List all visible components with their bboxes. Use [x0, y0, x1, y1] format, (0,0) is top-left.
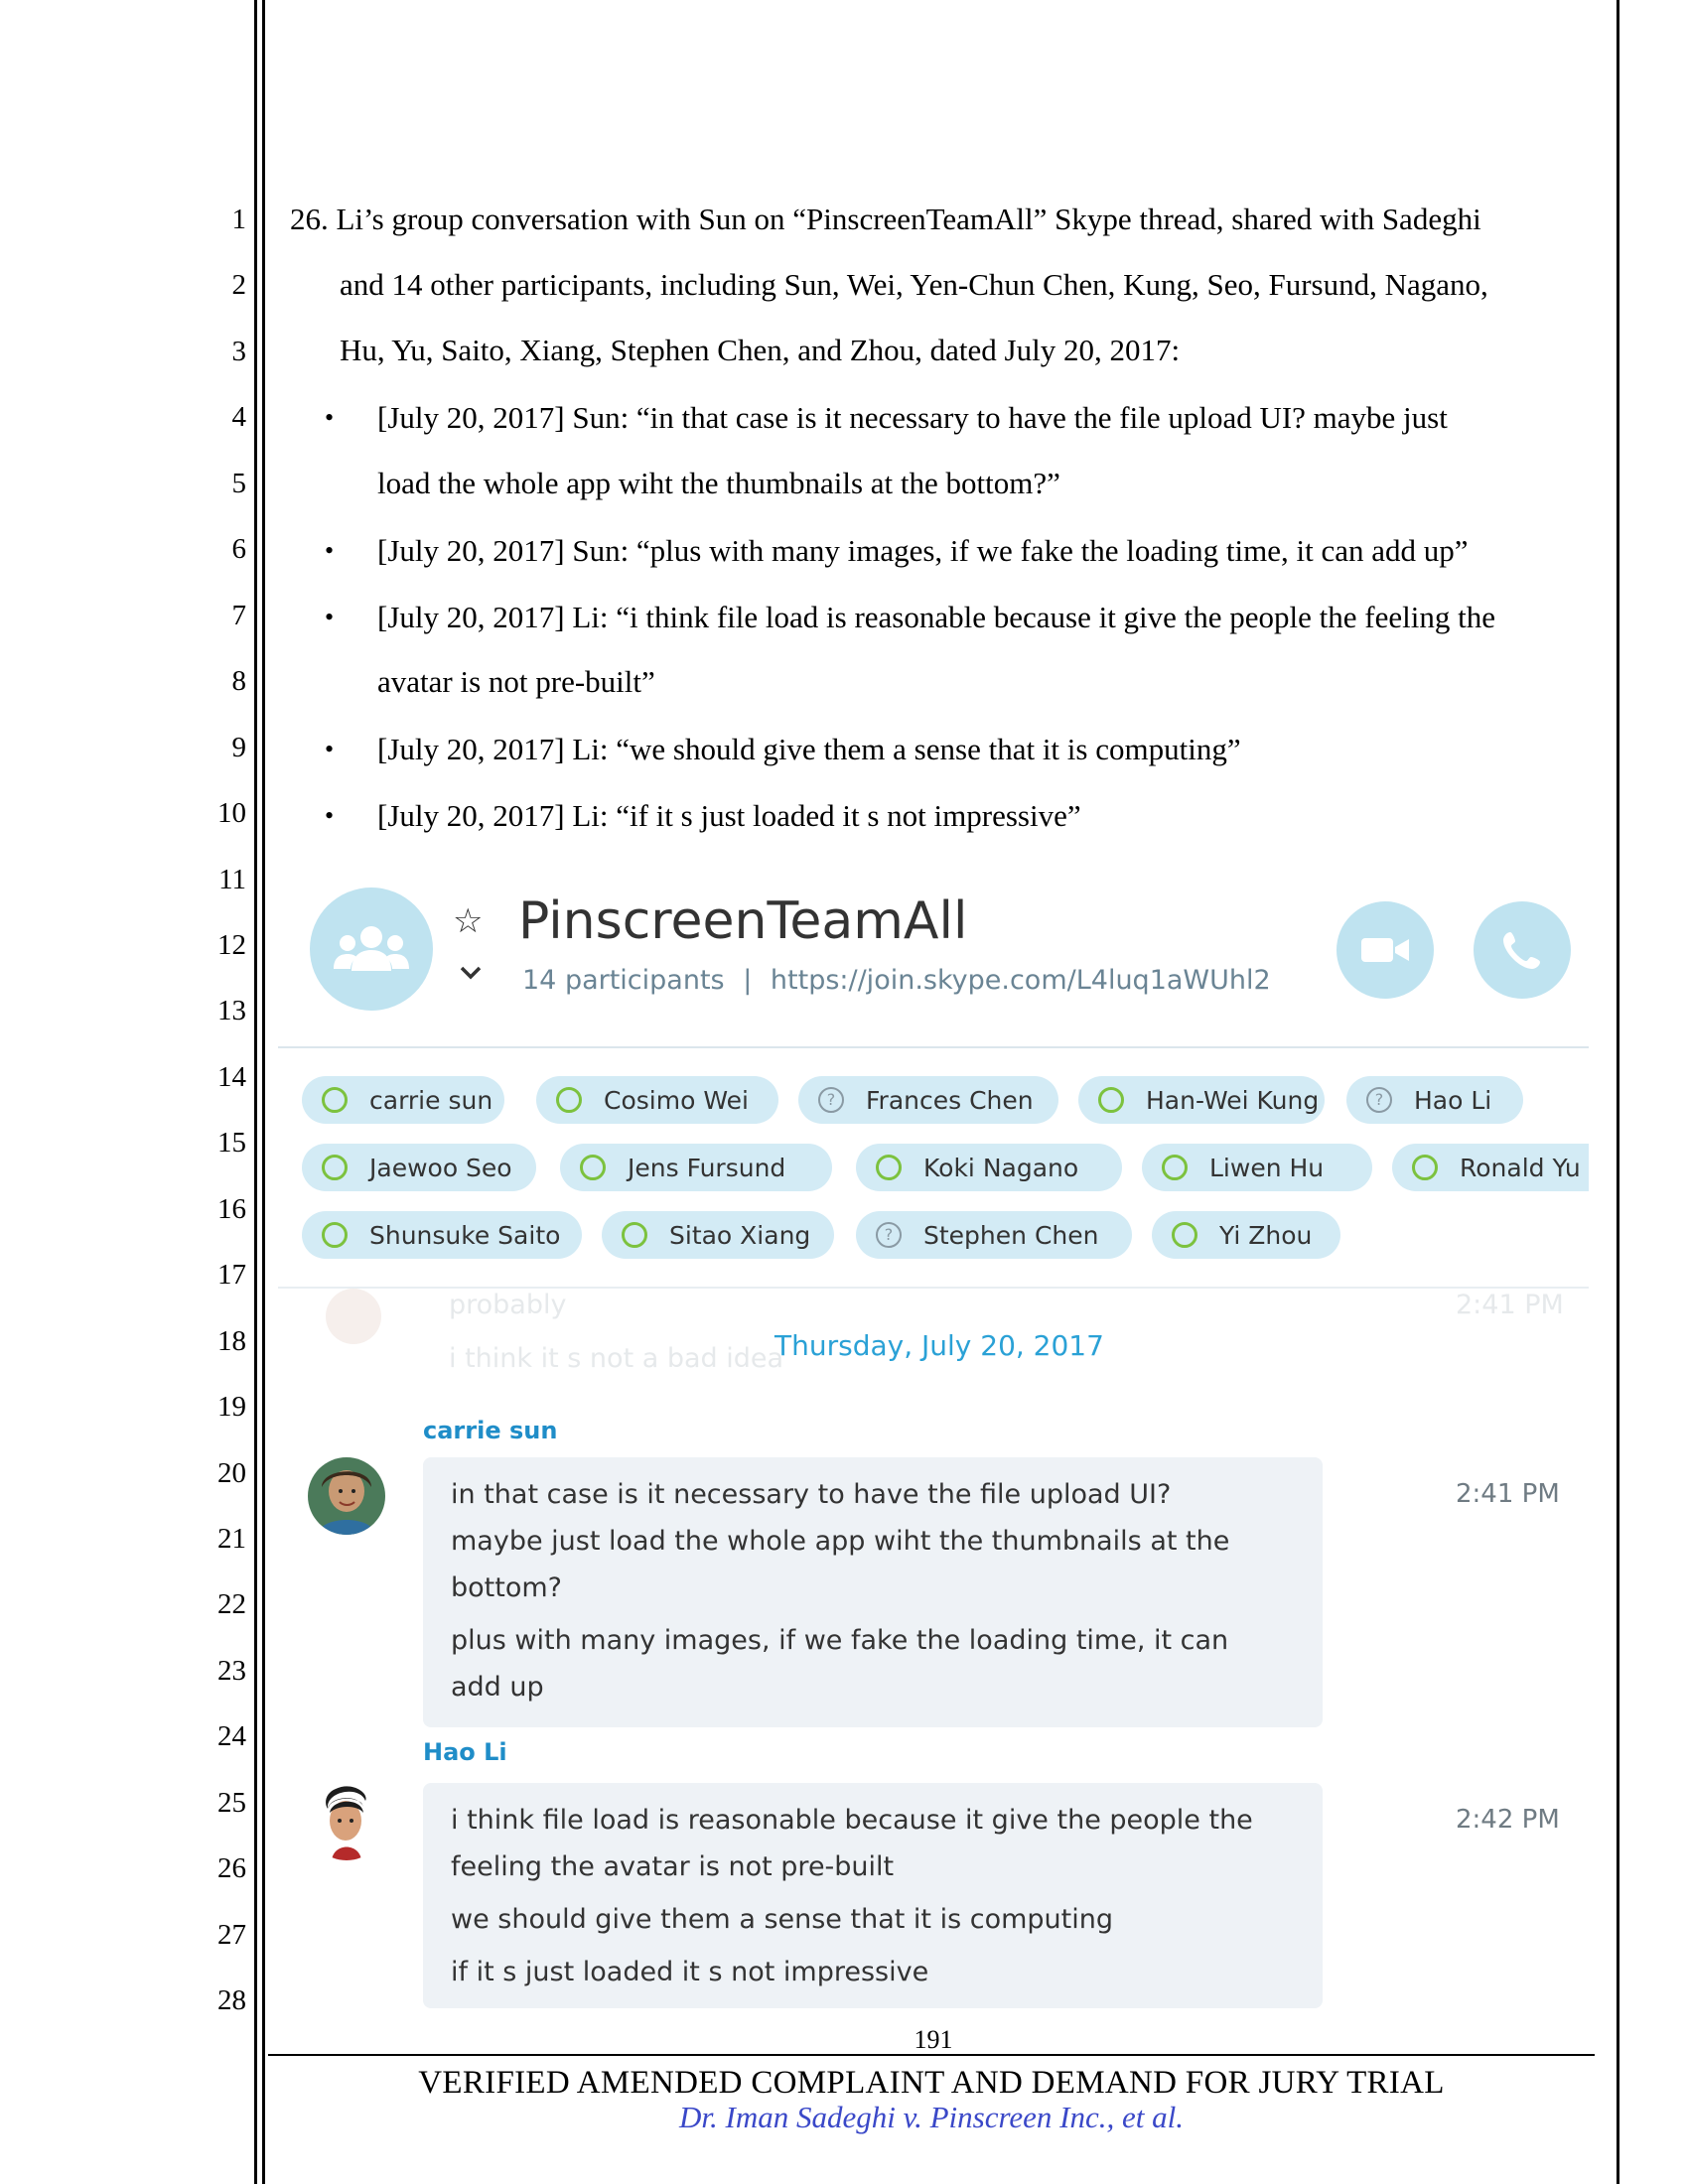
presence-online-icon: [622, 1222, 647, 1248]
participant-chip[interactable]: [602, 1211, 834, 1259]
bullet-1-line-1: [July 20, 2017] Sun: “in that case is it necessary to have the file upload UI? maybe just: [377, 400, 1448, 435]
message-line: if it s just loaded it s not impressive: [451, 1957, 929, 1987]
participant-name: Frances Chen: [866, 1085, 1034, 1115]
line-number: 14: [217, 1060, 246, 1093]
paragraph-26-line-2: and 14 other participants, including Sun, Wei, Yen-Chun Chen, Kung, Seo, Fursund, Nagano,: [340, 267, 1488, 302]
message-line: feeling the avatar is not pre-built: [451, 1851, 895, 1882]
participants-count[interactable]: 14 participants: [522, 965, 725, 996]
participant-chip[interactable]: [302, 1144, 536, 1191]
avatar-photo-icon: [308, 1783, 385, 1860]
bullet-glyph: •: [325, 801, 335, 830]
message-line: bottom?: [451, 1572, 562, 1603]
line-number: 23: [217, 1654, 246, 1687]
participant-chip[interactable]: [1392, 1144, 1589, 1191]
header-divider: [278, 1046, 1589, 1048]
skype-screenshot: [278, 862, 1589, 2008]
participant-name: Hao Li: [1414, 1085, 1492, 1115]
line-number: 19: [217, 1391, 246, 1424]
sender-avatar[interactable]: [308, 1783, 385, 1860]
message-line: in that case is it necessary to have the file upload UI?: [451, 1479, 1172, 1510]
bullet-5-line-1: [July 20, 2017] Li: “if it s just loaded it s not impressive”: [377, 798, 1081, 833]
participant-name: Shunsuke Saito: [369, 1220, 561, 1250]
paragraph-26-line-1: 26. Li’s group conversation with Sun on “PinscreenTeamAll” Skype thread, shared with Sadeghi: [290, 202, 1481, 236]
line-number: 24: [217, 1720, 246, 1753]
favorite-star-icon[interactable]: ☆: [453, 901, 484, 941]
line-number: 13: [217, 995, 246, 1027]
line-number: 1: [231, 204, 246, 235]
line-number: 6: [231, 533, 246, 566]
line-number: 3: [231, 335, 246, 367]
ghost-message-1: probably: [449, 1290, 567, 1320]
group-avatar[interactable]: [310, 887, 433, 1011]
presence-online-icon: [1162, 1155, 1188, 1180]
message-bubble[interactable]: [423, 1783, 1323, 2008]
bullet-3-line-1: [July 20, 2017] Li: “i think file load is reasonable because it give the people the feeling the: [377, 600, 1495, 634]
ghost-message-2: i think it s not a bad idea: [449, 1343, 784, 1374]
presence-online-icon: [322, 1155, 348, 1180]
page-number: 191: [914, 2025, 953, 2054]
message-sender[interactable]: carrie sun: [423, 1417, 558, 1444]
line-number: 10: [217, 797, 246, 830]
group-title: PinscreenTeamAll: [518, 891, 968, 951]
video-camera-icon: [1359, 935, 1411, 965]
message-line: plus with many images, if we fake the loading time, it can: [451, 1625, 1229, 1656]
bullet-4-line-1: [July 20, 2017] Li: “we should give them a sense that it is computing”: [377, 732, 1241, 766]
sender-avatar[interactable]: [308, 1457, 385, 1535]
participant-chip[interactable]: [1078, 1076, 1325, 1124]
subtitle-separator: |: [743, 965, 753, 996]
line-number: 9: [231, 731, 246, 763]
presence-online-icon: [1098, 1087, 1124, 1113]
line-number: 5: [231, 467, 246, 499]
bullet-glyph: •: [325, 536, 335, 565]
line-number: 27: [217, 1918, 246, 1951]
bullet-1-line-2: load the whole app wiht the thumbnails at the bottom?”: [377, 466, 1060, 500]
line-number: 4: [231, 401, 246, 434]
presence-online-icon: [1412, 1155, 1438, 1180]
message-line: maybe just load the whole app wiht the thumbnails at the: [451, 1526, 1230, 1557]
line-number: 8: [231, 665, 246, 698]
presence-online-icon: [322, 1087, 348, 1113]
participant-chip[interactable]: [798, 1076, 1058, 1124]
participant-chip[interactable]: [302, 1211, 582, 1259]
participant-name: Ronald Yu: [1460, 1153, 1581, 1182]
participant-name: Stephen Chen: [923, 1220, 1099, 1250]
line-number: 26: [217, 1852, 246, 1885]
presence-online-icon: [876, 1155, 902, 1180]
line-number: 18: [217, 1324, 246, 1357]
message-bubble[interactable]: [423, 1457, 1323, 1727]
paragraph-26-line-3: Hu, Yu, Saito, Xiang, Stephen Chen, and Zhou, dated July 20, 2017:: [340, 333, 1181, 367]
participant-name: carrie sun: [369, 1085, 493, 1115]
participant-chip[interactable]: [1346, 1076, 1523, 1124]
participant-name: Yi Zhou: [1219, 1220, 1313, 1250]
message-sender[interactable]: Hao Li: [423, 1738, 507, 1766]
presence-online-icon: [1172, 1222, 1197, 1248]
participant-chip[interactable]: [1152, 1211, 1340, 1259]
presence-online-icon: [580, 1155, 606, 1180]
ghost-message-time: 2:41 PM: [1456, 1290, 1564, 1320]
line-number: 20: [217, 1456, 246, 1489]
bullet-2-line-1: [July 20, 2017] Sun: “plus with many images, if we fake the loading time, it can add up”: [377, 533, 1469, 568]
avatar-photo-icon: [308, 1457, 385, 1535]
bullet-glyph: •: [325, 735, 335, 763]
participant-chip[interactable]: [560, 1144, 832, 1191]
line-number: 21: [217, 1523, 246, 1555]
participant-chip[interactable]: [856, 1211, 1132, 1259]
footer-title: VERIFIED AMENDED COMPLAINT AND DEMAND FOR JURY TRIAL: [418, 2065, 1445, 2101]
presence-online-icon: [322, 1222, 348, 1248]
chevron-down-icon[interactable]: [459, 965, 483, 981]
participant-name: Cosimo Wei: [604, 1085, 749, 1115]
video-call-button[interactable]: [1336, 901, 1434, 999]
participant-name: Sitao Xiang: [669, 1220, 811, 1250]
date-separator: Thursday, July 20, 2017: [774, 1329, 1104, 1362]
presence-unknown-icon: ?: [1366, 1087, 1392, 1113]
message-time: 2:42 PM: [1456, 1805, 1560, 1835]
presence-unknown-icon: ?: [876, 1222, 902, 1248]
line-number: 16: [217, 1192, 246, 1225]
group-icon: [334, 923, 409, 975]
left-margin-rule-inner: [262, 0, 265, 2184]
faded-avatar: [326, 1289, 381, 1344]
message-line: add up: [451, 1672, 544, 1703]
message-time: 2:41 PM: [1456, 1479, 1560, 1509]
line-number: 12: [217, 928, 246, 961]
participant-name: Liwen Hu: [1209, 1153, 1325, 1182]
message-line: we should give them a sense that it is computing: [451, 1904, 1113, 1935]
line-number: 7: [231, 599, 246, 631]
bullet-glyph: •: [325, 603, 335, 631]
join-link[interactable]: https://join.skype.com/L4luq1aWUhl2: [770, 965, 1271, 996]
presence-online-icon: [556, 1087, 582, 1113]
presence-unknown-icon: ?: [818, 1087, 844, 1113]
participant-name: Han-Wei Kung: [1146, 1085, 1320, 1115]
participant-name: Koki Nagano: [923, 1153, 1079, 1182]
line-number: 28: [217, 1984, 246, 2017]
line-number: 11: [218, 863, 246, 895]
line-number: 15: [217, 1127, 246, 1160]
footer-rule: [268, 2054, 1595, 2056]
participant-chip[interactable]: [856, 1144, 1122, 1191]
line-number: 17: [217, 1259, 246, 1292]
participant-name: Jens Fursund: [628, 1153, 786, 1182]
line-number: 25: [217, 1786, 246, 1819]
message-line: i think file load is reasonable because it give the people the: [451, 1805, 1253, 1836]
group-subtitle: [522, 963, 1271, 999]
left-margin-rule: [254, 0, 257, 2184]
participant-name: Jaewoo Seo: [369, 1153, 512, 1182]
bullet-glyph: •: [325, 403, 335, 432]
participant-chip[interactable]: [536, 1076, 778, 1124]
participant-chip[interactable]: [1142, 1144, 1372, 1191]
footer-caption: Dr. Iman Sadeghi v. Pinscreen Inc., et al.: [679, 2100, 1184, 2134]
line-number: 2: [231, 269, 246, 302]
line-number: 22: [217, 1588, 246, 1621]
bullet-3-line-2: avatar is not pre-built”: [377, 664, 655, 699]
participant-chip[interactable]: [302, 1076, 504, 1124]
audio-call-button[interactable]: [1474, 901, 1571, 999]
right-margin-rule: [1617, 0, 1619, 2184]
phone-icon: [1500, 928, 1544, 972]
